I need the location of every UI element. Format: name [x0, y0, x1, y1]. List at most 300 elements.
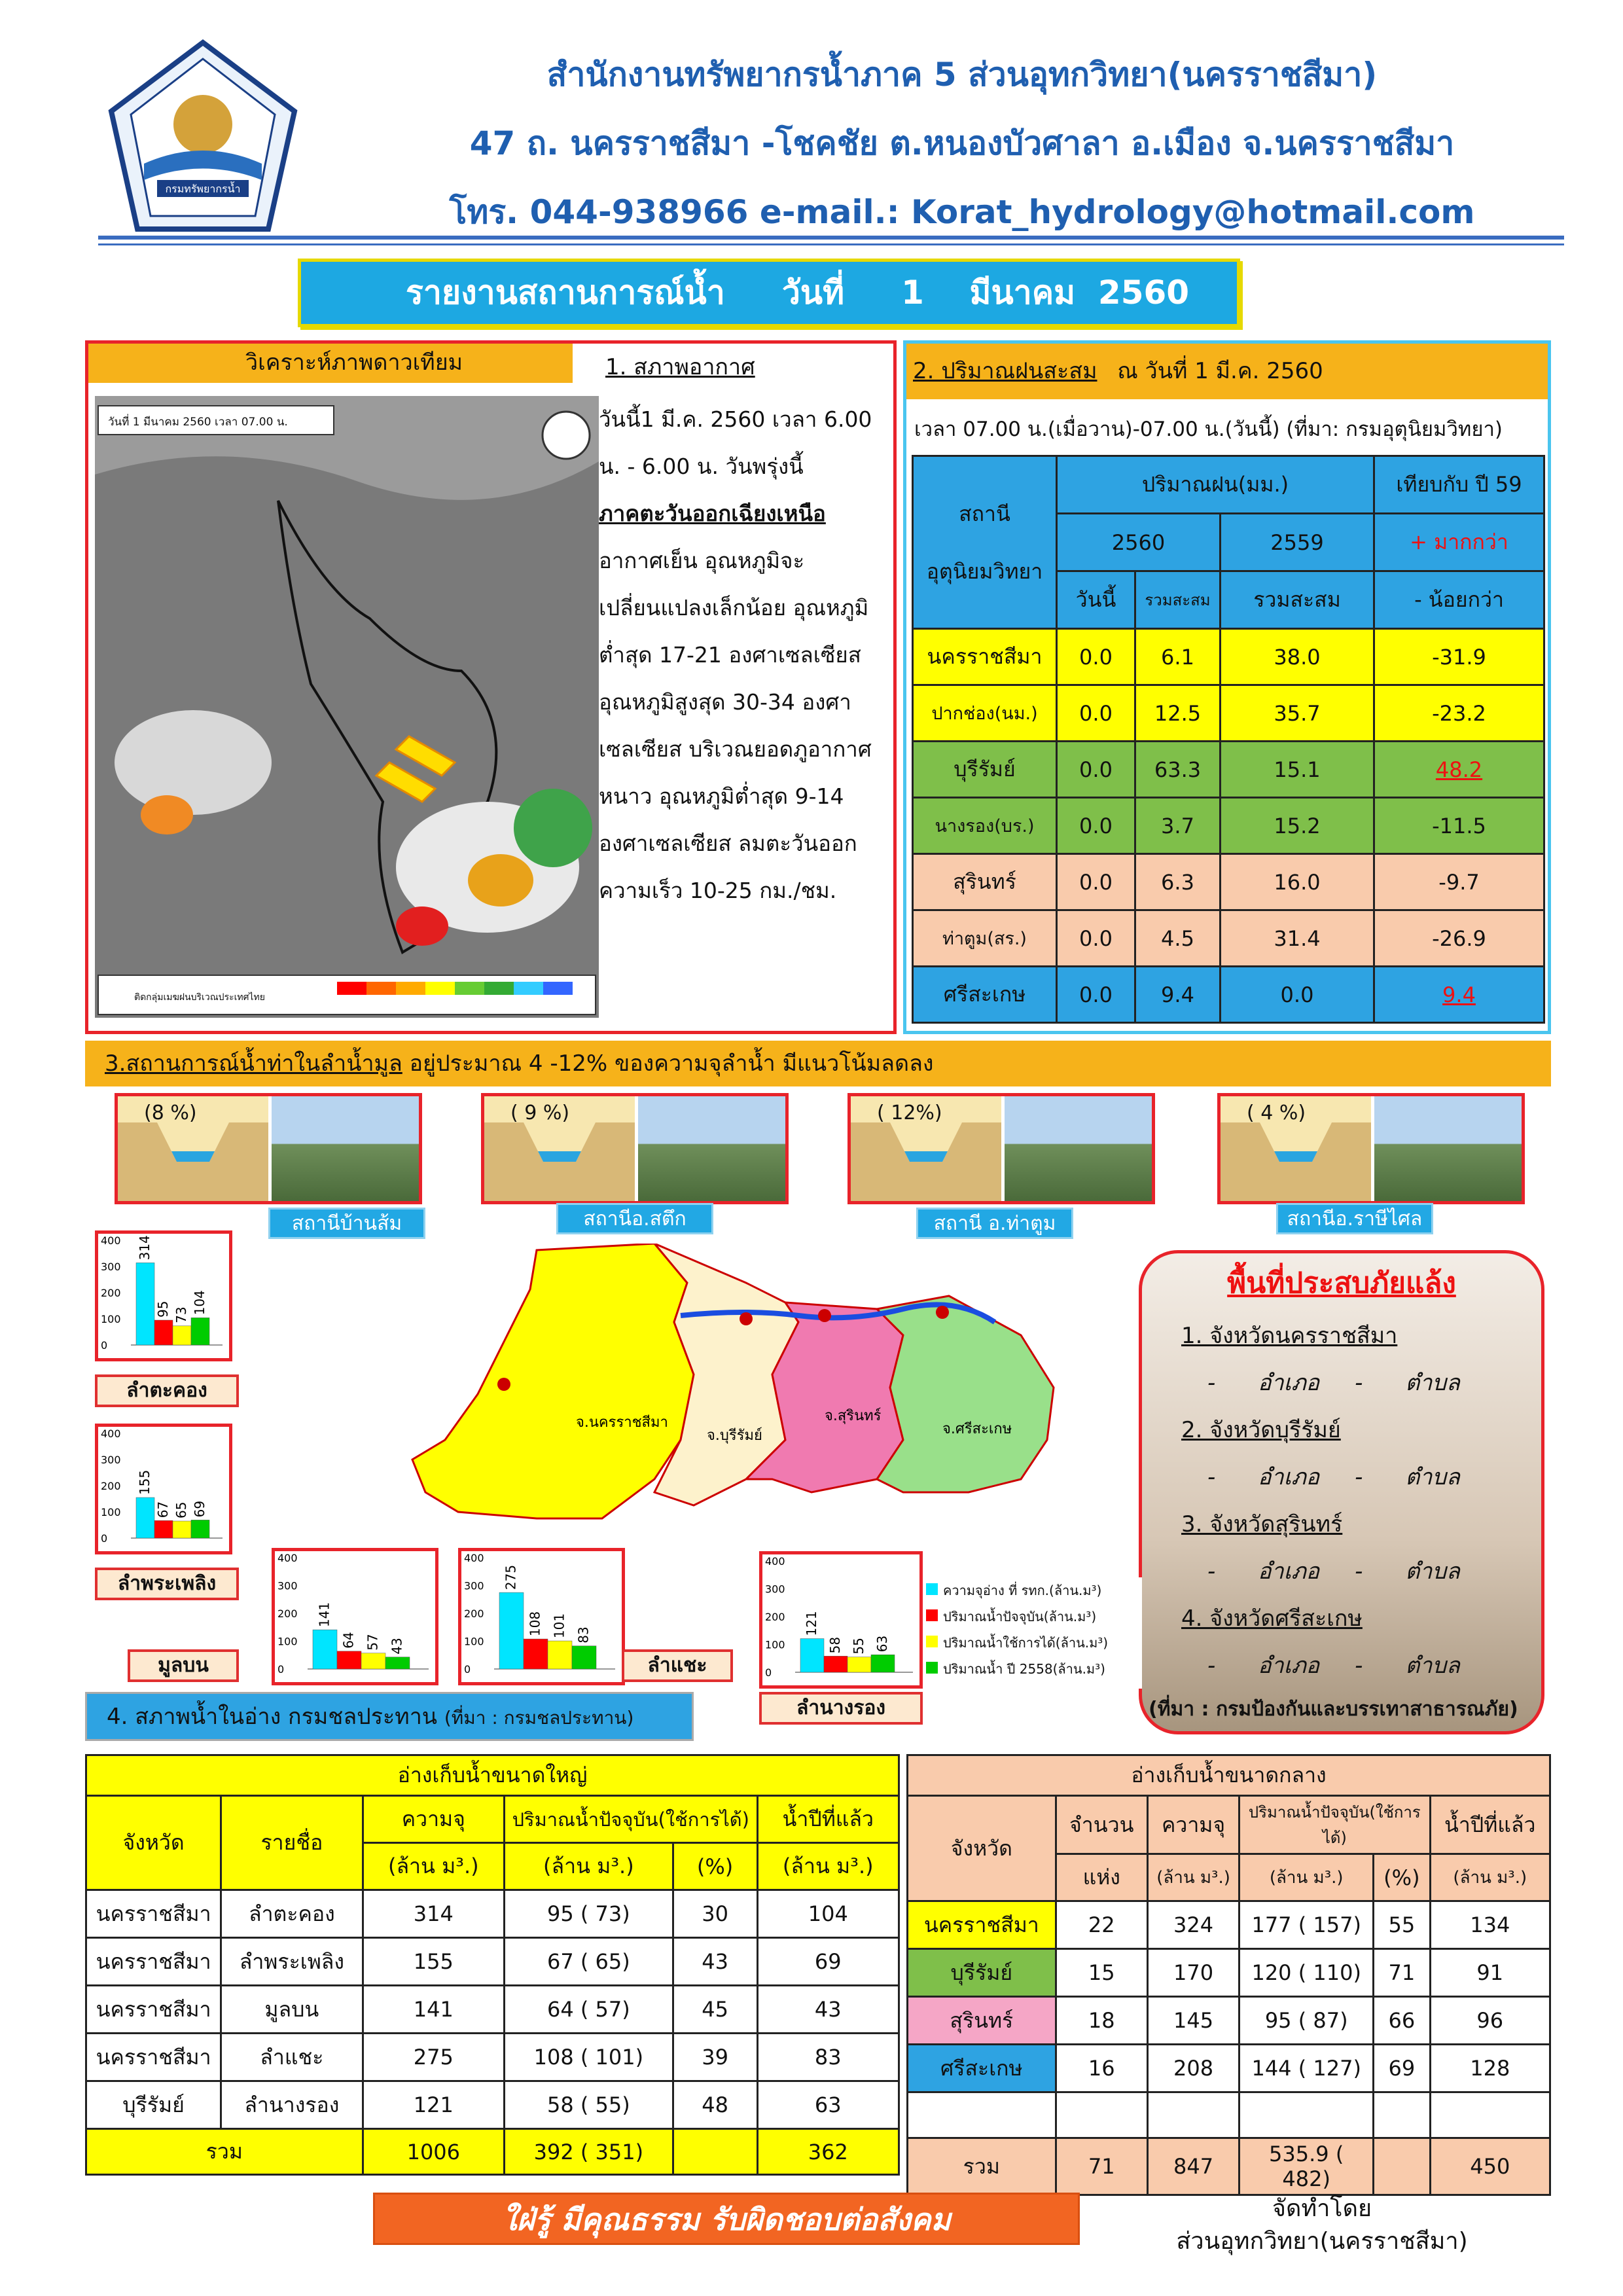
station-photo-1 [481, 1093, 789, 1204]
y-tick: 0 [464, 1663, 471, 1676]
large-use: 73 [595, 1901, 622, 1926]
drought-s4: - อำเภอ - ตำบล [1207, 1653, 1460, 1679]
bar-label: 73 [173, 1306, 189, 1323]
medium-cur: 177 [1251, 1912, 1292, 1937]
rain-cell: ปากช่อง(นม.) [913, 685, 1057, 742]
medium-res-table [906, 1754, 1551, 2196]
rain-cell: 0.0 [1057, 854, 1135, 910]
large-total-last: 362 [757, 2129, 899, 2175]
station-photo [272, 1096, 419, 1201]
reservoir-label-2: มูลบน [128, 1649, 239, 1682]
map-label-buriram: จ.บุรีรัมย์ [707, 1427, 762, 1444]
bar [524, 1639, 548, 1669]
large-h-name: รายชื่อ [221, 1796, 363, 1890]
medium-use: 127 [1313, 2056, 1353, 2081]
rain-h-today: วันนี้ [1057, 571, 1135, 629]
large-cell: 121 [363, 2081, 504, 2129]
rain-cell: นางรอง(บร.) [913, 798, 1057, 854]
rain-cell: 4.5 [1135, 910, 1221, 967]
rain-cell: 6.1 [1135, 629, 1221, 685]
large-use: 57 [595, 1997, 622, 2022]
large-cell-cur: 108 ( 101) [505, 2034, 673, 2081]
slogan: ใฝ่รู้ มีคุณธรรม รับผิดชอบต่อสังคม [373, 2193, 1080, 2245]
large-row [86, 1986, 899, 2034]
rain-heading-bar [906, 344, 1548, 399]
station-pct: (8 %) [144, 1102, 197, 1124]
medium-total-label: รวม [908, 2138, 1056, 2195]
drought-box [1139, 1250, 1544, 1734]
large-row [86, 1890, 899, 1938]
rain-cell: 6.3 [1135, 854, 1221, 910]
bar-label: 108 [527, 1611, 543, 1637]
medium-cell: 170 [1147, 1949, 1239, 1997]
drought-source: (ที่มา : กรมป้องกันและบรรเทาสาธารณภัย) [1149, 1698, 1518, 1721]
bar [154, 1320, 173, 1345]
rain-cell: 9.4 [1135, 967, 1221, 1023]
station-photo [1005, 1096, 1152, 1201]
rain-cell: ศรีสะเกษ [913, 967, 1057, 1023]
large-cell: 314 [363, 1890, 504, 1938]
large-total-cur-val: 392 [533, 2139, 574, 2164]
bar-label: 58 [827, 1636, 843, 1654]
large-cell-cur: 58 ( 55) [505, 2081, 673, 2129]
station-pct: ( 9 %) [510, 1102, 570, 1124]
rain-cell: -31.9 [1374, 629, 1544, 685]
bar [173, 1326, 191, 1345]
rain-cell: -11.5 [1374, 798, 1544, 854]
bar-label: 57 [365, 1634, 381, 1651]
large-cur: 67 [546, 1949, 574, 1974]
station-photo [1374, 1096, 1522, 1201]
medium-cell: 96 [1430, 1997, 1550, 2045]
rain-panel [903, 340, 1551, 1034]
res-heading: 4. สภาพน้ำในอ่าง กรมชลประทาน [107, 1704, 438, 1730]
medium-cur: 120 [1251, 1960, 1292, 1985]
report-title-box [298, 259, 1240, 327]
y-tick: 400 [101, 1234, 121, 1247]
agency-address: 47 ถ. นครราชสีมา -โชคชัย ต.หนองบัวศาลา อ.เมือง จ.นครราชสีมา [469, 124, 1455, 162]
station-name-3: สถานีอ.ราษีไศล [1276, 1203, 1433, 1234]
logo-thai: กรมทรัพยากรน้ำ [165, 183, 241, 195]
rain-row [913, 854, 1544, 910]
large-cur: 64 [546, 1997, 574, 2022]
rain-subtitle: เวลา 07.00 น.(เมื่อวาน)-07.00 น.(วันนี้) (ที่มา: กรมอุตุนิยมวิทยา) [914, 418, 1503, 441]
large-total-use-val: 351 [595, 2139, 635, 2164]
medium-row [908, 1901, 1550, 1949]
bar-label: 95 [155, 1300, 171, 1318]
y-tick: 400 [277, 1552, 298, 1564]
report-title: รายงานสถานการณ์น้ำ วันที่ 1 มีนาคม 2560 [406, 274, 1190, 312]
bar [499, 1592, 524, 1669]
large-cell: 30 [673, 1890, 757, 1938]
bar [548, 1641, 572, 1669]
station-name-2: สถานี อ.ท่าตูม [916, 1208, 1073, 1239]
large-row [86, 2034, 899, 2081]
medium-h-cur: ปริมาณน้ำปัจจุบัน(ใช้การได้) [1240, 1796, 1430, 1854]
bar [173, 1521, 191, 1538]
station-photo-3 [1217, 1093, 1525, 1204]
bar [800, 1639, 824, 1672]
medium-h-pct: (%) [1374, 1854, 1430, 1901]
reservoir-chart-2 [272, 1548, 438, 1685]
large-cell: นครราชสีมา [86, 1986, 221, 2034]
rain-cell: 0.0 [1057, 967, 1135, 1023]
medium-cell: 16 [1056, 2045, 1147, 2092]
large-cell: 45 [673, 1986, 757, 2034]
rain-cell: 15.1 [1221, 742, 1374, 798]
drought-s3: - อำเภอ - ตำบล [1207, 1558, 1460, 1585]
large-h-cap: ความจุ [363, 1796, 504, 1843]
medium-row [908, 1997, 1550, 2045]
weather-body: อากาศเย็น อุณหภูมิจะเปลี่ยนแปลงเล็กน้อย อุณหภูมิต่ำสุด 17-21 องศาเซลเซียส อุณหภูมิสูงสุด 30-34 องศาเซลเซียส บริเวณยอดภูอากาศหนาว อุณหภูมิต่ำสุด 9-14 องศาเซลเซียส ลมตะวันออก ความเร็ว 10-25 กม./ชม. [599, 548, 872, 903]
rain-cell: 63.3 [1135, 742, 1221, 798]
large-cell: 48 [673, 2081, 757, 2129]
large-row [86, 2081, 899, 2129]
large-total-label: รวม [86, 2129, 363, 2175]
y-tick: 0 [101, 1532, 108, 1545]
bar-label: 43 [389, 1638, 405, 1655]
bar-label: 83 [575, 1626, 592, 1643]
medium-cur: 144 [1251, 2056, 1292, 2081]
large-total-cur: 392 ( 351) [505, 2129, 673, 2175]
large-cell: ลำนางรอง [221, 2081, 363, 2129]
drought-s2: - อำเภอ - ตำบล [1207, 1464, 1460, 1490]
bar-label: 141 [316, 1602, 332, 1628]
rain-cell: 38.0 [1221, 629, 1374, 685]
satellite-caption: วันที่ 1 มีนาคม 2560 เวลา 07.00 น. [108, 416, 288, 429]
bar [385, 1657, 410, 1669]
medium-total-cur: 535.9 ( 482) [1240, 2138, 1374, 2195]
large-cell: นครราชสีมา [86, 1938, 221, 1986]
rain-cell: 35.7 [1221, 685, 1374, 742]
rain-cell: 15.2 [1221, 798, 1374, 854]
station-photo [638, 1096, 785, 1201]
weather-text [599, 396, 887, 914]
large-cell: 43 [673, 1938, 757, 1986]
y-tick: 200 [765, 1611, 785, 1623]
drought-s1: - อำเภอ - ตำบล [1207, 1370, 1460, 1396]
rain-cell: 48.2 [1374, 742, 1544, 798]
satellite-colorbar [337, 982, 573, 995]
station-photo-0 [115, 1093, 422, 1204]
reservoir-label-0: ลำตะคอง [95, 1374, 239, 1407]
station-name-0: สถานีบ้านส้ม [268, 1208, 425, 1239]
bar-label: 55 [851, 1638, 866, 1655]
medium-total-count: 71 [1056, 2138, 1147, 2195]
rain-cell: -26.9 [1374, 910, 1544, 967]
rain-row [913, 629, 1544, 685]
medium-use: 157 [1313, 1912, 1353, 1937]
rain-cell: 0.0 [1057, 742, 1135, 798]
large-cell: 69 [757, 1938, 899, 1986]
rain-h-2560: 2560 [1057, 514, 1221, 571]
medium-total-last: 450 [1430, 2138, 1550, 2195]
medium-cell: 69 [1374, 2045, 1430, 2092]
large-h-cur: ปริมาณน้ำปัจจุบัน(ใช้การได้) [505, 1796, 758, 1843]
large-cur: 58 [546, 2092, 574, 2117]
reservoir-label-3: ลำแชะ [622, 1649, 733, 1682]
bar-label: 69 [192, 1500, 207, 1518]
bar [136, 1263, 154, 1345]
y-tick: 400 [101, 1427, 121, 1440]
large-cell: 83 [757, 2034, 899, 2081]
bar-label: 104 [192, 1290, 207, 1316]
weather-region: ภาคตะวันออกเฉียงเหนือ [599, 501, 826, 526]
medium-h-unit3: (ล้าน ม³.) [1430, 1854, 1550, 1901]
y-tick: 400 [464, 1552, 484, 1564]
rain-row [913, 910, 1544, 967]
medium-title: อ่างเก็บน้ำขนาดกลาง [908, 1755, 1550, 1796]
rain-row [913, 685, 1544, 742]
medium-total-cap: 847 [1147, 2138, 1239, 2195]
rain-cell: 0.0 [1057, 629, 1135, 685]
rain-table [912, 455, 1545, 1024]
agency-name: สำนักงานทรัพยากรน้ำภาค 5 ส่วนอุทกวิทยา(นครราชสีมา) [546, 56, 1378, 94]
drought-p4: 4. จังหวัดศรีสะเกษ [1181, 1605, 1363, 1632]
rain-heading-date: ณ วันที่ 1 มี.ค. 2560 [1117, 358, 1323, 384]
large-cell: 39 [673, 2034, 757, 2081]
rain-h-amount: ปริมาณฝน(มม.) [1057, 456, 1374, 514]
station-pct: ( 4 %) [1247, 1102, 1306, 1124]
y-tick: 300 [101, 1454, 121, 1466]
rain-cell: 0.0 [1057, 798, 1135, 854]
medium-total-use-val: 482 [1282, 2166, 1323, 2191]
bar-label: 314 [137, 1235, 152, 1261]
satellite-heading: วิเคราะห์ภาพดาวเทียม [88, 344, 573, 383]
large-cell: ลำแชะ [221, 2034, 363, 2081]
station-photo-2 [847, 1093, 1155, 1204]
y-tick: 300 [464, 1579, 484, 1592]
reservoir-label-1: ลำพระเพลิง [95, 1568, 239, 1600]
large-use: 65 [595, 1949, 622, 1974]
bar [871, 1655, 895, 1672]
medium-cell: 324 [1147, 1901, 1239, 1949]
rain-row [913, 798, 1544, 854]
medium-row [908, 2045, 1550, 2092]
medium-cell: 128 [1430, 2045, 1550, 2092]
res-heading-bar [85, 1692, 694, 1741]
medium-cur: 95 [1264, 2008, 1292, 2033]
satellite-image [95, 396, 599, 1018]
medium-cell: 66 [1374, 1997, 1430, 2045]
large-cell: 43 [757, 1986, 899, 2034]
weather-panel [85, 340, 897, 1034]
bar [191, 1520, 209, 1538]
bar [136, 1498, 154, 1538]
mun-heading-bar [85, 1041, 1551, 1086]
bar-label: 63 [874, 1635, 890, 1653]
large-cell: ลำพระเพลิง [221, 1938, 363, 1986]
rain-h-station: สถานี อุตุนิยมวิทยา [913, 456, 1057, 629]
rain-h-less: - น้อยกว่า [1374, 571, 1544, 629]
medium-h-unit2: (ล้าน ม³.) [1240, 1854, 1374, 1901]
medium-cell: 18 [1056, 1997, 1147, 2045]
bar [572, 1646, 596, 1669]
satellite-bottom-text: ติดกลุ่มเมฆฝนบริเวณประเทศไทย [134, 992, 265, 1003]
large-cell: ลำตะคอง [221, 1890, 363, 1938]
large-total-cap: 1006 [363, 2129, 504, 2175]
bar-label: 155 [137, 1469, 152, 1495]
bar-label: 65 [173, 1501, 189, 1518]
rain-cell: ท่าตูม(สร.) [913, 910, 1057, 967]
large-cur: 95 [546, 1901, 574, 1926]
large-res-table [85, 1754, 900, 2176]
rain-cell: บุรีรัมย์ [913, 742, 1057, 798]
large-use: 55 [595, 2092, 622, 2117]
legend-cur: ปริมาณน้ำปัจจุบัน(ล้าน.ม³) [943, 1609, 1097, 1624]
large-cell: 141 [363, 1986, 504, 2034]
y-tick: 100 [765, 1638, 785, 1651]
station-pct: ( 12%) [877, 1102, 942, 1124]
large-cell: 104 [757, 1890, 899, 1938]
medium-cell: 55 [1374, 1901, 1430, 1949]
y-tick: 0 [277, 1663, 285, 1676]
rain-cell: 0.0 [1057, 685, 1135, 742]
map-label-korat: จ.นครราชสีมา [576, 1414, 668, 1431]
medium-cell-cur: 144 ( 127) [1240, 2045, 1374, 2092]
medium-prov: สุรินทร์ [908, 1997, 1056, 2045]
res-source: (ที่มา : กรมชลประทาน) [444, 1707, 634, 1729]
medium-cell-cur: 177 ( 157) [1240, 1901, 1374, 1949]
medium-cell-cur: 120 ( 110) [1240, 1949, 1374, 1997]
large-cell: 63 [757, 2081, 899, 2129]
large-h-last: น้ำปีที่แล้ว [757, 1796, 899, 1843]
rain-cell: 0.0 [1057, 910, 1135, 967]
y-tick: 100 [101, 1506, 121, 1518]
station-name-1: สถานีอ.สตึก [556, 1203, 713, 1234]
rain-h-cum2: รวมสะสม [1221, 571, 1374, 629]
rain-h-compare: เทียบกับ ปี 59 [1374, 456, 1544, 514]
logo [98, 39, 308, 236]
agency-contact: โทร. 044-938966 e-mail.: Korat_hydrology@hotmail.com [449, 193, 1475, 231]
medium-use: 87 [1313, 2008, 1340, 2033]
medium-cell: 145 [1147, 1997, 1239, 2045]
large-cell-cur: 67 ( 65) [505, 1938, 673, 1986]
map-label-sisaket: จ.ศรีสะเกษ [942, 1421, 1012, 1437]
reservoir-chart-4 [759, 1551, 923, 1689]
large-cell: บุรีรัมย์ [86, 2081, 221, 2129]
medium-h-cap: ความจุ [1147, 1796, 1239, 1854]
rain-h-2559: 2559 [1221, 514, 1374, 571]
medium-cell-cur: 95 ( 87) [1240, 1997, 1374, 2045]
medium-cell: 91 [1430, 1949, 1550, 1997]
bar [824, 1656, 847, 1672]
bar [361, 1653, 385, 1669]
weather-heading: 1. สภาพอากาศ [605, 354, 755, 380]
reservoir-chart-3 [458, 1548, 625, 1685]
medium-cell: 71 [1374, 1949, 1430, 1997]
medium-prov: นครราชสีมา [908, 1901, 1056, 1949]
medium-total-cur-val: 535.9 [1269, 2142, 1329, 2166]
rain-cell: นครราชสีมา [913, 629, 1057, 685]
large-h-unit3: (ล้าน ม³.) [757, 1843, 899, 1890]
bar [337, 1651, 361, 1669]
medium-h-place: แห่ง [1056, 1854, 1147, 1901]
bar [191, 1318, 209, 1345]
y-tick: 300 [277, 1579, 298, 1592]
large-cell-cur: 95 ( 73) [505, 1890, 673, 1938]
large-use: 101 [595, 2045, 635, 2070]
large-h-prov: จังหวัด [86, 1796, 221, 1890]
large-cell-cur: 64 ( 57) [505, 1986, 673, 2034]
drought-title: พื้นที่ประสบภัยแล้ง [1227, 1266, 1456, 1300]
large-cell: 155 [363, 1938, 504, 1986]
y-tick: 100 [101, 1313, 121, 1325]
rain-h-more: + มากกว่า [1374, 514, 1544, 571]
rain-cell: 12.5 [1135, 685, 1221, 742]
medium-h-prov: จังหวัด [908, 1796, 1056, 1901]
large-cell: นครราชสีมา [86, 2034, 221, 2081]
weather-period: วันนี้1 มี.ค. 2560 เวลา 6.00 น. - 6.00 น. วันพรุ่งนี้ [599, 406, 872, 479]
rain-cell: 9.4 [1374, 967, 1544, 1023]
large-cell: มูลบน [221, 1986, 363, 2034]
rain-cell: 16.0 [1221, 854, 1374, 910]
large-cur: 108 [533, 2045, 574, 2070]
medium-h-count: จำนวน [1056, 1796, 1147, 1854]
bar-label: 275 [503, 1564, 519, 1590]
medium-row [908, 1949, 1550, 1997]
legend-prev: ปริมาณน้ำ ปี 2558(ล้าน.ม³) [943, 1661, 1105, 1677]
rain-cell: -23.2 [1374, 685, 1544, 742]
bar [847, 1657, 871, 1672]
medium-cell: 15 [1056, 1949, 1147, 1997]
prepared-by: จัดทำโดย [1272, 2195, 1372, 2222]
bar [154, 1520, 173, 1538]
drought-p2: 2. จังหวัดบุรีรัมย์ [1181, 1417, 1341, 1443]
large-row [86, 1938, 899, 1986]
legend-use: ปริมาณน้ำใช้การได้(ล้าน.ม³) [943, 1635, 1109, 1651]
y-tick: 200 [277, 1607, 298, 1620]
y-tick: 200 [101, 1480, 121, 1492]
rain-row [913, 967, 1544, 1023]
mun-heading-rest: อยู่ประมาณ 4 -12% ของความจุลำน้ำ มีแนวโน้มลดลง [402, 1050, 934, 1077]
medium-h-unit1: (ล้าน ม³.) [1147, 1854, 1239, 1901]
rain-heading: 2. ปริมาณฝนสะสม [913, 358, 1097, 384]
rain-cell: สุรินทร์ [913, 854, 1057, 910]
large-h-pct: (%) [673, 1843, 757, 1890]
medium-prov: ศรีสะเกษ [908, 2045, 1056, 2092]
bar-label: 67 [155, 1501, 171, 1518]
y-tick: 0 [101, 1339, 108, 1352]
medium-cell: 22 [1056, 1901, 1147, 1949]
y-tick: 100 [464, 1635, 484, 1648]
large-title: อ่างเก็บน้ำขนาดใหญ่ [86, 1755, 899, 1796]
rain-h-cum: รวมสะสม [1135, 571, 1221, 629]
rain-cell: -9.7 [1374, 854, 1544, 910]
reservoir-chart-0 [95, 1230, 232, 1361]
y-tick: 300 [765, 1583, 785, 1596]
map-label-surin: จ.สุรินทร์ [825, 1408, 882, 1424]
medium-cell: 134 [1430, 1901, 1550, 1949]
mun-heading: 3.สถานการณ์น้ำท่าในลำน้ำมูล [105, 1050, 402, 1077]
bar-label: 121 [804, 1611, 819, 1636]
large-cell: นครราชสีมา [86, 1890, 221, 1938]
y-tick: 0 [765, 1666, 772, 1679]
legend-cap: ความจุอ่าง ที่ รทก.(ล้าน.ม³) [943, 1583, 1102, 1598]
large-h-unit1: (ล้าน ม³.) [363, 1843, 504, 1890]
bar-label: 101 [551, 1613, 567, 1639]
prepared-org: ส่วนอุทกวิทยา(นครราชสีมา) [1176, 2228, 1468, 2255]
y-tick: 300 [101, 1261, 121, 1273]
drought-p3: 3. จังหวัดสุรินทร์ [1181, 1511, 1343, 1537]
y-tick: 400 [765, 1555, 785, 1568]
y-tick: 200 [464, 1607, 484, 1620]
medium-cell: 208 [1147, 2045, 1239, 2092]
bar [313, 1630, 337, 1669]
y-tick: 100 [277, 1635, 298, 1648]
medium-use: 110 [1313, 1960, 1353, 1985]
y-tick: 200 [101, 1287, 121, 1299]
